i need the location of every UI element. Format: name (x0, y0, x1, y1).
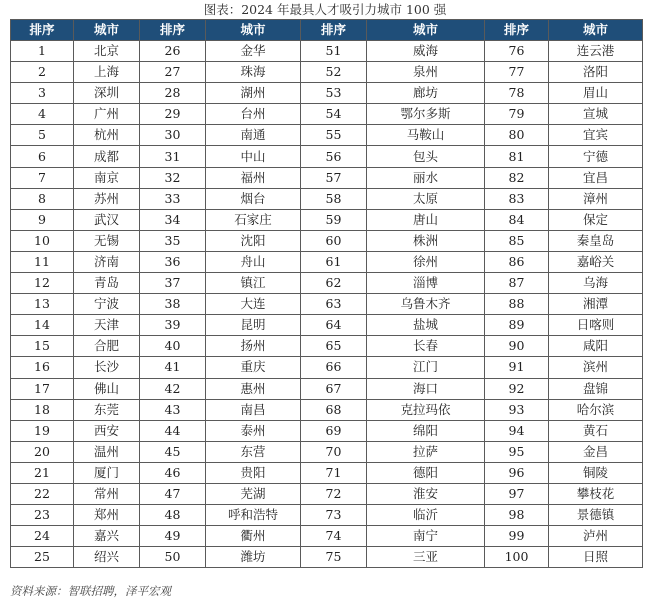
rank-cell: 42 (140, 378, 206, 399)
city-cell: 拉萨 (367, 441, 485, 462)
rank-cell: 50 (140, 547, 206, 568)
city-cell: 乌鲁木齐 (367, 294, 485, 315)
city-cell: 广州 (74, 104, 140, 125)
rank-cell: 19 (11, 420, 74, 441)
city-cell: 常州 (74, 483, 140, 504)
city-cell: 烟台 (206, 188, 301, 209)
table-row (11, 273, 643, 294)
city-cell: 金昌 (549, 441, 643, 462)
rank-cell: 72 (301, 483, 367, 504)
table-row (11, 83, 643, 104)
city-cell: 嘉兴 (74, 526, 140, 547)
rank-cell: 96 (485, 462, 549, 483)
rank-cell: 79 (485, 104, 549, 125)
header-city-2: 城市 (206, 20, 301, 41)
rank-cell: 86 (485, 251, 549, 272)
city-cell: 漳州 (549, 188, 643, 209)
city-cell: 临沂 (367, 505, 485, 526)
rank-cell: 69 (301, 420, 367, 441)
city-cell: 盘锦 (549, 378, 643, 399)
rank-cell: 32 (140, 167, 206, 188)
city-cell: 连云港 (549, 41, 643, 62)
city-cell: 宜宾 (549, 125, 643, 146)
rank-cell: 13 (11, 294, 74, 315)
rank-cell: 25 (11, 547, 74, 568)
city-cell: 包头 (367, 146, 485, 167)
rank-cell: 62 (301, 273, 367, 294)
rank-cell: 38 (140, 294, 206, 315)
header-rank-1: 排序 (11, 20, 74, 41)
city-cell: 廊坊 (367, 83, 485, 104)
city-cell: 三亚 (367, 547, 485, 568)
rank-cell: 67 (301, 378, 367, 399)
city-cell: 舟山 (206, 251, 301, 272)
city-cell: 绵阳 (367, 420, 485, 441)
rank-cell: 49 (140, 526, 206, 547)
rank-cell: 37 (140, 273, 206, 294)
rank-cell: 46 (140, 462, 206, 483)
table-row (11, 125, 643, 146)
city-cell: 上海 (74, 62, 140, 83)
rank-cell: 16 (11, 357, 74, 378)
table-row (11, 441, 643, 462)
city-cell: 威海 (367, 41, 485, 62)
rank-cell: 80 (485, 125, 549, 146)
city-cell: 咸阳 (549, 336, 643, 357)
city-cell: 丽水 (367, 167, 485, 188)
rank-cell: 40 (140, 336, 206, 357)
rank-cell: 98 (485, 505, 549, 526)
rank-cell: 47 (140, 483, 206, 504)
rank-cell: 4 (11, 104, 74, 125)
table-row (11, 41, 643, 62)
city-cell: 攀枝花 (549, 483, 643, 504)
rank-cell: 64 (301, 315, 367, 336)
rank-cell: 51 (301, 41, 367, 62)
rank-cell: 97 (485, 483, 549, 504)
rank-cell: 95 (485, 441, 549, 462)
city-cell: 济南 (74, 251, 140, 272)
city-cell: 徐州 (367, 251, 485, 272)
city-cell: 中山 (206, 146, 301, 167)
city-cell: 海口 (367, 378, 485, 399)
city-cell: 扬州 (206, 336, 301, 357)
rank-cell: 61 (301, 251, 367, 272)
rank-cell: 66 (301, 357, 367, 378)
city-cell: 青岛 (74, 273, 140, 294)
rank-cell: 2 (11, 62, 74, 83)
rank-cell: 76 (485, 41, 549, 62)
rank-cell: 65 (301, 336, 367, 357)
header-rank-3: 排序 (301, 20, 367, 41)
city-cell: 武汉 (74, 209, 140, 230)
city-cell: 唐山 (367, 209, 485, 230)
rank-cell: 30 (140, 125, 206, 146)
rank-cell: 99 (485, 526, 549, 547)
city-cell: 长沙 (74, 357, 140, 378)
table-row (11, 547, 643, 568)
rank-cell: 22 (11, 483, 74, 504)
rank-cell: 10 (11, 230, 74, 251)
city-cell: 哈尔滨 (549, 399, 643, 420)
city-cell: 宁德 (549, 146, 643, 167)
city-cell: 衢州 (206, 526, 301, 547)
table-row (11, 378, 643, 399)
rank-cell: 87 (485, 273, 549, 294)
rank-cell: 53 (301, 83, 367, 104)
city-cell: 江门 (367, 357, 485, 378)
city-cell: 深圳 (74, 83, 140, 104)
rank-cell: 45 (140, 441, 206, 462)
city-cell: 滨州 (549, 357, 643, 378)
city-cell: 合肥 (74, 336, 140, 357)
city-cell: 黄石 (549, 420, 643, 441)
city-cell: 南昌 (206, 399, 301, 420)
rank-cell: 28 (140, 83, 206, 104)
table-row (11, 62, 643, 83)
rank-cell: 11 (11, 251, 74, 272)
table-caption: 图表：2024 年最具人才吸引力城市 100 强 (203, 2, 447, 17)
header-row (11, 20, 643, 41)
table-row (11, 357, 643, 378)
rank-cell: 71 (301, 462, 367, 483)
rank-cell: 9 (11, 209, 74, 230)
city-cell: 呼和浩特 (206, 505, 301, 526)
rank-cell: 100 (485, 547, 549, 568)
table-row (11, 251, 643, 272)
rank-cell: 93 (485, 399, 549, 420)
rank-cell: 82 (485, 167, 549, 188)
table-row (11, 526, 643, 547)
city-cell: 沈阳 (206, 230, 301, 251)
rank-cell: 39 (140, 315, 206, 336)
rank-cell: 57 (301, 167, 367, 188)
city-cell: 保定 (549, 209, 643, 230)
city-cell: 南宁 (367, 526, 485, 547)
rank-cell: 56 (301, 146, 367, 167)
header-city-4: 城市 (549, 20, 643, 41)
city-cell: 淄博 (367, 273, 485, 294)
rank-cell: 89 (485, 315, 549, 336)
city-ranking-table (10, 19, 643, 568)
rank-cell: 23 (11, 505, 74, 526)
city-cell: 德阳 (367, 462, 485, 483)
city-cell: 南京 (74, 167, 140, 188)
table-row (11, 104, 643, 125)
city-cell: 日照 (549, 547, 643, 568)
city-cell: 天津 (74, 315, 140, 336)
city-cell: 金华 (206, 41, 301, 62)
rank-cell: 74 (301, 526, 367, 547)
city-cell: 眉山 (549, 83, 643, 104)
table-row (11, 483, 643, 504)
city-cell: 日喀则 (549, 315, 643, 336)
rank-cell: 91 (485, 357, 549, 378)
rank-cell: 94 (485, 420, 549, 441)
city-cell: 昆明 (206, 315, 301, 336)
city-cell: 福州 (206, 167, 301, 188)
city-cell: 嘉峪关 (549, 251, 643, 272)
rank-cell: 48 (140, 505, 206, 526)
city-cell: 杭州 (74, 125, 140, 146)
rank-cell: 8 (11, 188, 74, 209)
rank-cell: 1 (11, 41, 74, 62)
table-row (11, 146, 643, 167)
city-cell: 西安 (74, 420, 140, 441)
city-cell: 惠州 (206, 378, 301, 399)
rank-cell: 17 (11, 378, 74, 399)
rank-cell: 20 (11, 441, 74, 462)
city-cell: 珠海 (206, 62, 301, 83)
table-row (11, 399, 643, 420)
city-cell: 重庆 (206, 357, 301, 378)
city-cell: 郑州 (74, 505, 140, 526)
rank-cell: 68 (301, 399, 367, 420)
rank-cell: 60 (301, 230, 367, 251)
rank-cell: 35 (140, 230, 206, 251)
city-cell: 台州 (206, 104, 301, 125)
header-city-1: 城市 (74, 20, 140, 41)
rank-cell: 59 (301, 209, 367, 230)
rank-cell: 54 (301, 104, 367, 125)
city-cell: 贵阳 (206, 462, 301, 483)
rank-cell: 24 (11, 526, 74, 547)
city-cell: 秦皇岛 (549, 230, 643, 251)
city-cell: 芜湖 (206, 483, 301, 504)
city-cell: 泉州 (367, 62, 485, 83)
city-cell: 潍坊 (206, 547, 301, 568)
rank-cell: 75 (301, 547, 367, 568)
city-cell: 湘潭 (549, 294, 643, 315)
table-row (11, 230, 643, 251)
rank-cell: 36 (140, 251, 206, 272)
rank-cell: 31 (140, 146, 206, 167)
table-row (11, 315, 643, 336)
city-cell: 镇江 (206, 273, 301, 294)
rank-cell: 15 (11, 336, 74, 357)
table-row (11, 505, 643, 526)
rank-cell: 27 (140, 62, 206, 83)
rank-cell: 52 (301, 62, 367, 83)
rank-cell: 5 (11, 125, 74, 146)
table-body (11, 41, 643, 568)
city-cell: 厦门 (74, 462, 140, 483)
city-cell: 鄂尔多斯 (367, 104, 485, 125)
header-rank-4: 排序 (485, 20, 549, 41)
rank-cell: 34 (140, 209, 206, 230)
header-city-3: 城市 (367, 20, 485, 41)
rank-cell: 21 (11, 462, 74, 483)
city-cell: 石家庄 (206, 209, 301, 230)
rank-cell: 7 (11, 167, 74, 188)
table-row (11, 420, 643, 441)
rank-cell: 41 (140, 357, 206, 378)
header-rank-2: 排序 (140, 20, 206, 41)
city-cell: 铜陵 (549, 462, 643, 483)
rank-cell: 85 (485, 230, 549, 251)
city-cell: 大连 (206, 294, 301, 315)
table-row (11, 462, 643, 483)
city-cell: 太原 (367, 188, 485, 209)
city-cell: 泸州 (549, 526, 643, 547)
table-row (11, 188, 643, 209)
city-cell: 成都 (74, 146, 140, 167)
rank-cell: 55 (301, 125, 367, 146)
city-cell: 温州 (74, 441, 140, 462)
rank-cell: 84 (485, 209, 549, 230)
rank-cell: 18 (11, 399, 74, 420)
rank-cell: 81 (485, 146, 549, 167)
city-cell: 绍兴 (74, 547, 140, 568)
rank-cell: 73 (301, 505, 367, 526)
rank-cell: 78 (485, 83, 549, 104)
city-cell: 北京 (74, 41, 140, 62)
table-row (11, 209, 643, 230)
city-cell: 宜昌 (549, 167, 643, 188)
table-row (11, 167, 643, 188)
city-cell: 泰州 (206, 420, 301, 441)
rank-cell: 43 (140, 399, 206, 420)
rank-cell: 58 (301, 188, 367, 209)
rank-cell: 83 (485, 188, 549, 209)
city-cell: 湖州 (206, 83, 301, 104)
city-cell: 盐城 (367, 315, 485, 336)
rank-cell: 44 (140, 420, 206, 441)
city-cell: 马鞍山 (367, 125, 485, 146)
table-row (11, 336, 643, 357)
city-cell: 无锡 (74, 230, 140, 251)
city-cell: 长春 (367, 336, 485, 357)
city-cell: 南通 (206, 125, 301, 146)
table-row (11, 294, 643, 315)
rank-cell: 77 (485, 62, 549, 83)
city-cell: 克拉玛依 (367, 399, 485, 420)
city-cell: 景德镇 (549, 505, 643, 526)
rank-cell: 88 (485, 294, 549, 315)
city-cell: 洛阳 (549, 62, 643, 83)
rank-cell: 90 (485, 336, 549, 357)
city-cell: 佛山 (74, 378, 140, 399)
rank-cell: 3 (11, 83, 74, 104)
city-cell: 株洲 (367, 230, 485, 251)
rank-cell: 70 (301, 441, 367, 462)
source-note: 资料来源：智联招聘，泽平宏观 (10, 584, 171, 598)
rank-cell: 33 (140, 188, 206, 209)
city-cell: 东营 (206, 441, 301, 462)
city-cell: 淮安 (367, 483, 485, 504)
rank-cell: 29 (140, 104, 206, 125)
city-cell: 宣城 (549, 104, 643, 125)
rank-cell: 26 (140, 41, 206, 62)
rank-cell: 12 (11, 273, 74, 294)
rank-cell: 14 (11, 315, 74, 336)
rank-cell: 92 (485, 378, 549, 399)
city-cell: 乌海 (549, 273, 643, 294)
city-cell: 东莞 (74, 399, 140, 420)
rank-cell: 63 (301, 294, 367, 315)
rank-cell: 6 (11, 146, 74, 167)
city-cell: 宁波 (74, 294, 140, 315)
city-cell: 苏州 (74, 188, 140, 209)
